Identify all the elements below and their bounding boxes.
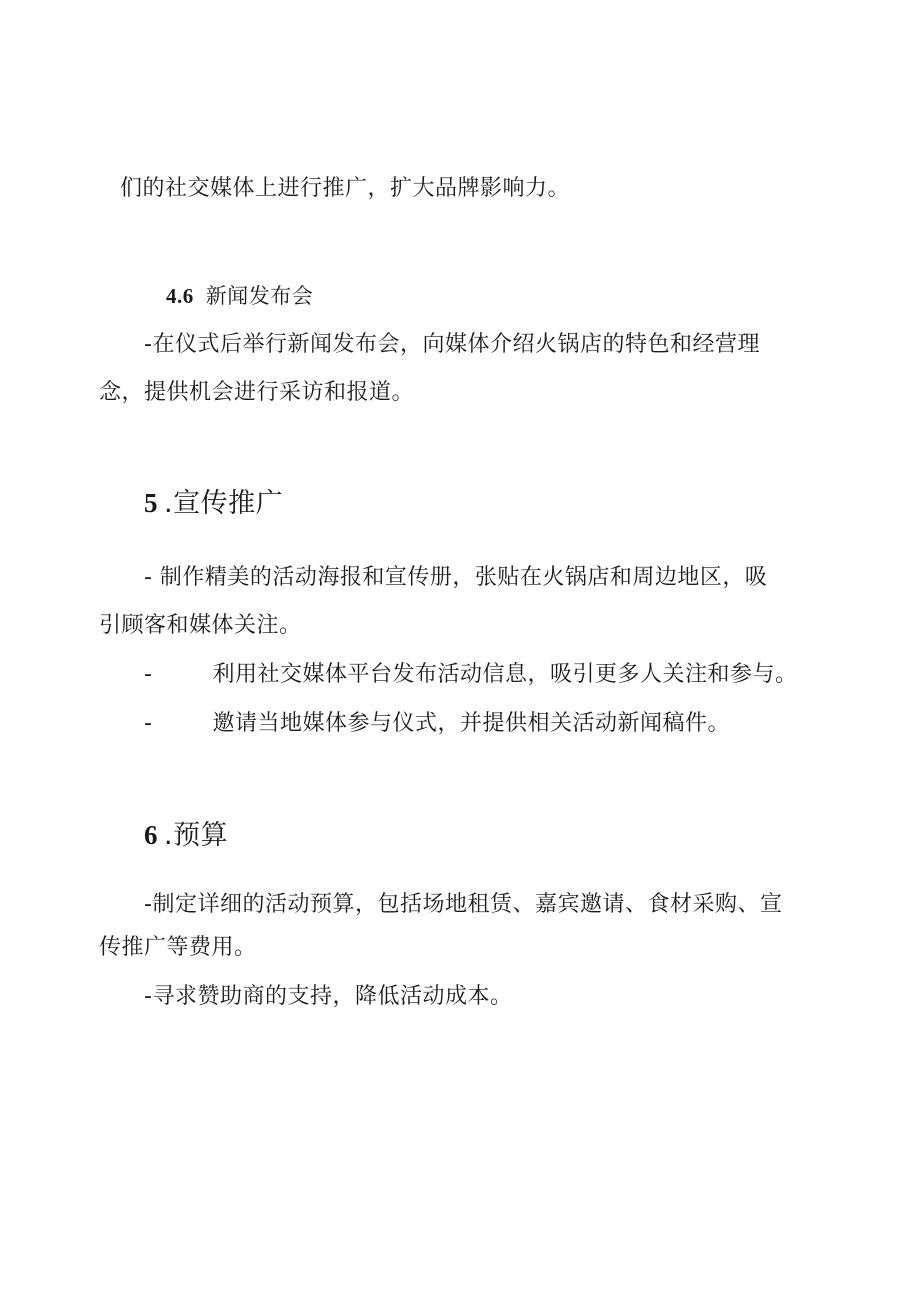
list-item-5-2 <box>144 660 797 690</box>
list-item-6-1-line-2: 传推广等费用。 <box>99 935 257 960</box>
paragraph-intro-tail: 们的社交媒体上进行推广，扩大品牌影响力。 <box>120 176 571 201</box>
list-item-6-2: -寻求赞助商的支持，降低活动成本。 <box>144 984 513 1009</box>
paragraph-4-6-line-1: -在仪式后举行新闻发布会，向媒体介绍火锅店的特色和经营理 <box>144 332 760 357</box>
section-heading-6 <box>144 817 228 854</box>
subsection-number: 4.6 <box>166 284 194 308</box>
section-title: .预算 <box>164 820 229 851</box>
list-item-6-1-line-1: -制定详细的活动预算，包括场地租赁、嘉宾邀请、食材采购、宣 <box>144 892 783 917</box>
subsection-heading-4-6 <box>166 281 313 311</box>
section-title: .宣传推广 <box>164 488 284 519</box>
section-number: 6 <box>144 820 158 850</box>
list-item-5-1-line-1: - 制作精美的活动海报和宣传册，张贴在火锅店和周边地区，吸 <box>144 565 768 590</box>
list-item-5-1-line-2: 引顾客和媒体关注。 <box>99 613 302 638</box>
subsection-title: 新闻发布会 <box>205 284 314 308</box>
paragraph-4-6-line-2: 念，提供机会进行采访和报道。 <box>99 380 415 405</box>
list-item-5-3 <box>144 709 730 739</box>
list-dash: - <box>144 711 153 736</box>
list-dash: - <box>144 662 153 687</box>
section-number: 5 <box>144 488 158 518</box>
list-item-text: 利用社交媒体平台发布活动信息，吸引更多人关注和参与。 <box>212 662 798 687</box>
list-item-text: 邀请当地媒体参与仪式，并提供相关活动新闻稿件。 <box>212 711 730 736</box>
section-heading-5 <box>144 485 283 522</box>
